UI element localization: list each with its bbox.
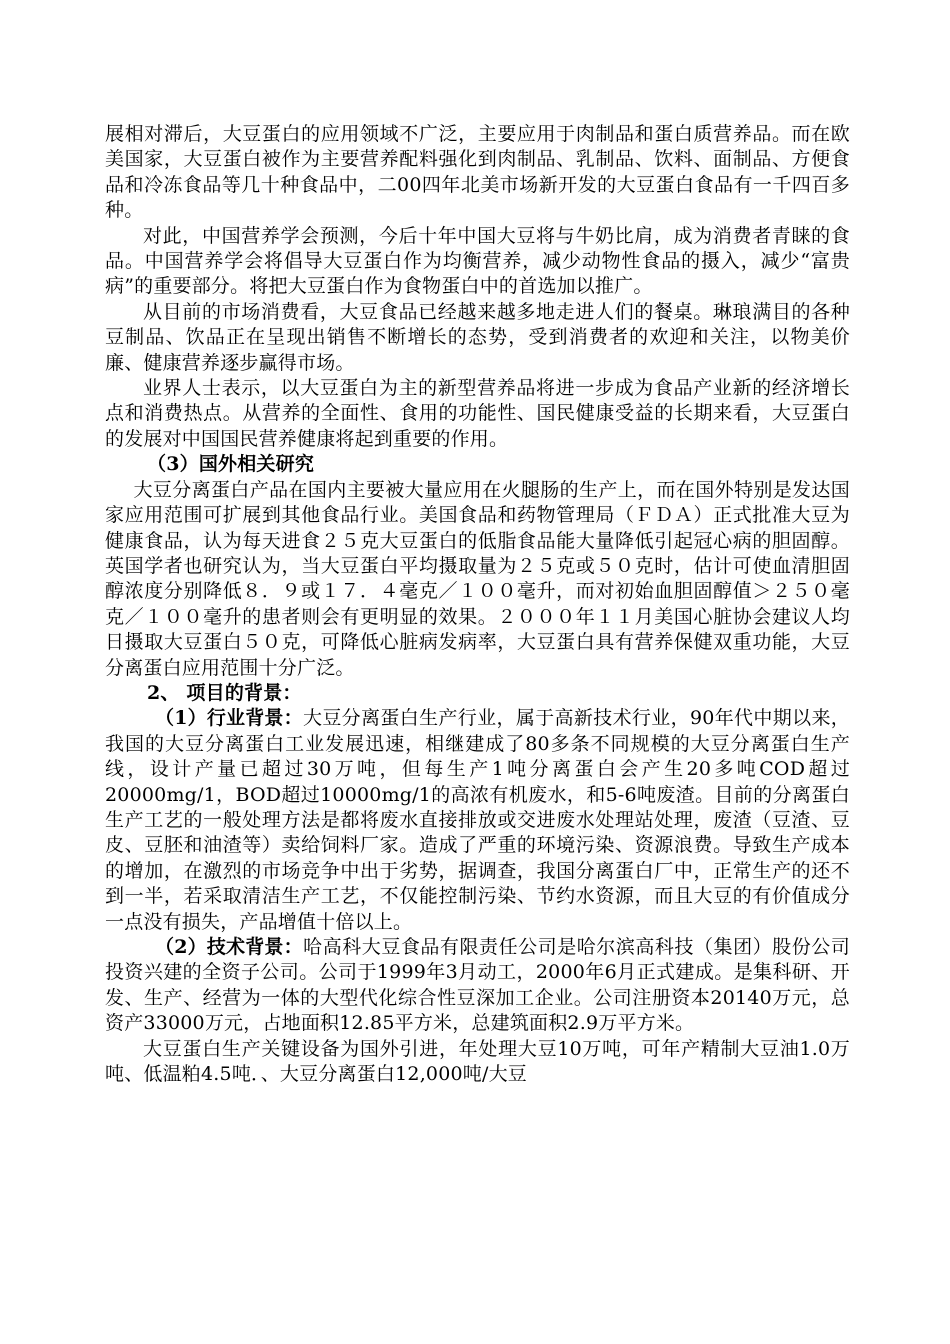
section-heading: （3）国外相关研究 <box>147 453 315 476</box>
paragraph-text: 大豆分离蛋白生产行业，属于高新技术行业，90年代中期以来，我国的大豆分离蛋白工业发展迅速，相继建成了80多条不同规模的大豆分离蛋白生产线，设计产量已超过30万吨，但每生产1吨分离蛋白会产生20多吨COD超过20000mg/1，BOD超过10000mg/1的高浓有机废水，和5-6吨废渣。目前的分离蛋白生产工艺的一般处理方法是都将废水直接排放或交进废水处理站处理，废渣（豆渣、豆皮、豆胚和油渣等）卖给饲料厂家。造成了严重的环境污染、资源浪费。导致生产成本的增加，在激烈的市场竞争中出于劣势，据调查，我国分离蛋白厂中，正常生产的还不到一半，若采取清洁生产工艺，不仅能控制污染、节约水资源，而且大豆的有价值成分一点没有损失，产品增值十倍以上。 <box>105 707 850 933</box>
paragraph: 从目前的市场消费看，大豆食品已经越来越多地走进人们的餐桌。琳琅满目的各种豆制品、饮品正在呈现出销售不断增长的态势，受到消费者的欢迎和关注，以物美价廉、健康营养逐步赢得市场。 <box>105 300 850 374</box>
section-heading: 2、 项目的背景： <box>147 681 302 704</box>
inline-heading: （1）行业背景： <box>155 707 303 730</box>
paragraph <box>105 935 850 1037</box>
paragraph: 展相对滞后，大豆蛋白的应用领域不广泛，主要应用于肉制品和蛋白质营养品。而在欧美国家，大豆蛋白被作为主要营养配料强化到肉制品、乳制品、饮料、面制品、方便食品和冷冻食品等几十种食品中，二00四年北美市场新开发的大豆蛋白食品有一千四百多种。 <box>105 123 850 222</box>
inline-heading: （2）技术背景： <box>155 936 303 958</box>
paragraph-text: 哈高科大豆食品有限责任公司是哈尔滨高科技（集团）股份公司投资兴建的全资子公司。公司于1999年3月动工，2000年6月正式建成。是集科研、开发、生产、经营为一体的大型代化综合性豆深加工企业。公司注册资本20140万元，总资产33000万元，占地面积12.85平方米，总建筑面积2.9万平方米。 <box>105 936 850 1035</box>
paragraph: 对此，中国营养学会预测，今后十年中国大豆将与牛奶比肩，成为消费者青睐的食品。中国营养学会将倡导大豆蛋白作为均衡营养，减少动物性食品的摄入，减少“富贵病”的重要部分。将把大豆蛋白作为食物蛋白中的首选加以推广。 <box>105 224 850 298</box>
paragraph: 大豆分离蛋白产品在国内主要被大量应用在火腿肠的生产上，而在国外特别是发达国家应用范围可扩展到其他食品行业。美国食品和药物管理局（ＦＤＡ）正式批准大豆为健康食品，认为每天进食２５克大豆蛋白的低脂食品能大量降低引起冠心病的胆固醇。英国学者也研究认为，当大豆蛋白平均摄取量为２５克或５０克时，估计可使血清胆固醇浓度分别降低８．９或１７．４毫克／１００毫升，而对初始血胆固醇值＞２５０毫克／１００毫升的患者则会有更明显的效果。２０００年１１月美国心脏协会建议人均日摄取大豆蛋白５０克，可降低心脏病发病率，大豆蛋白具有营养保健双重功能，大豆分离蛋白应用范围十分广泛。 <box>105 478 850 679</box>
paragraph: 业界人士表示，以大豆蛋白为主的新型营养品将进一步成为食品产业新的经济增长点和消费热点。从营养的全面性、食用的功能性、国民健康受益的长期来看，大豆蛋白的发展对中国国民营养健康将起到重要的作用。 <box>105 377 850 450</box>
paragraph <box>105 706 850 935</box>
document-body <box>105 122 850 1087</box>
paragraph: 大豆蛋白生产关键设备为国外引进，年处理大豆10万吨，可年产精制大豆油1.0万吨、低温粕4.5吨．、大豆分离蛋白12,000吨/大豆 <box>105 1037 850 1086</box>
